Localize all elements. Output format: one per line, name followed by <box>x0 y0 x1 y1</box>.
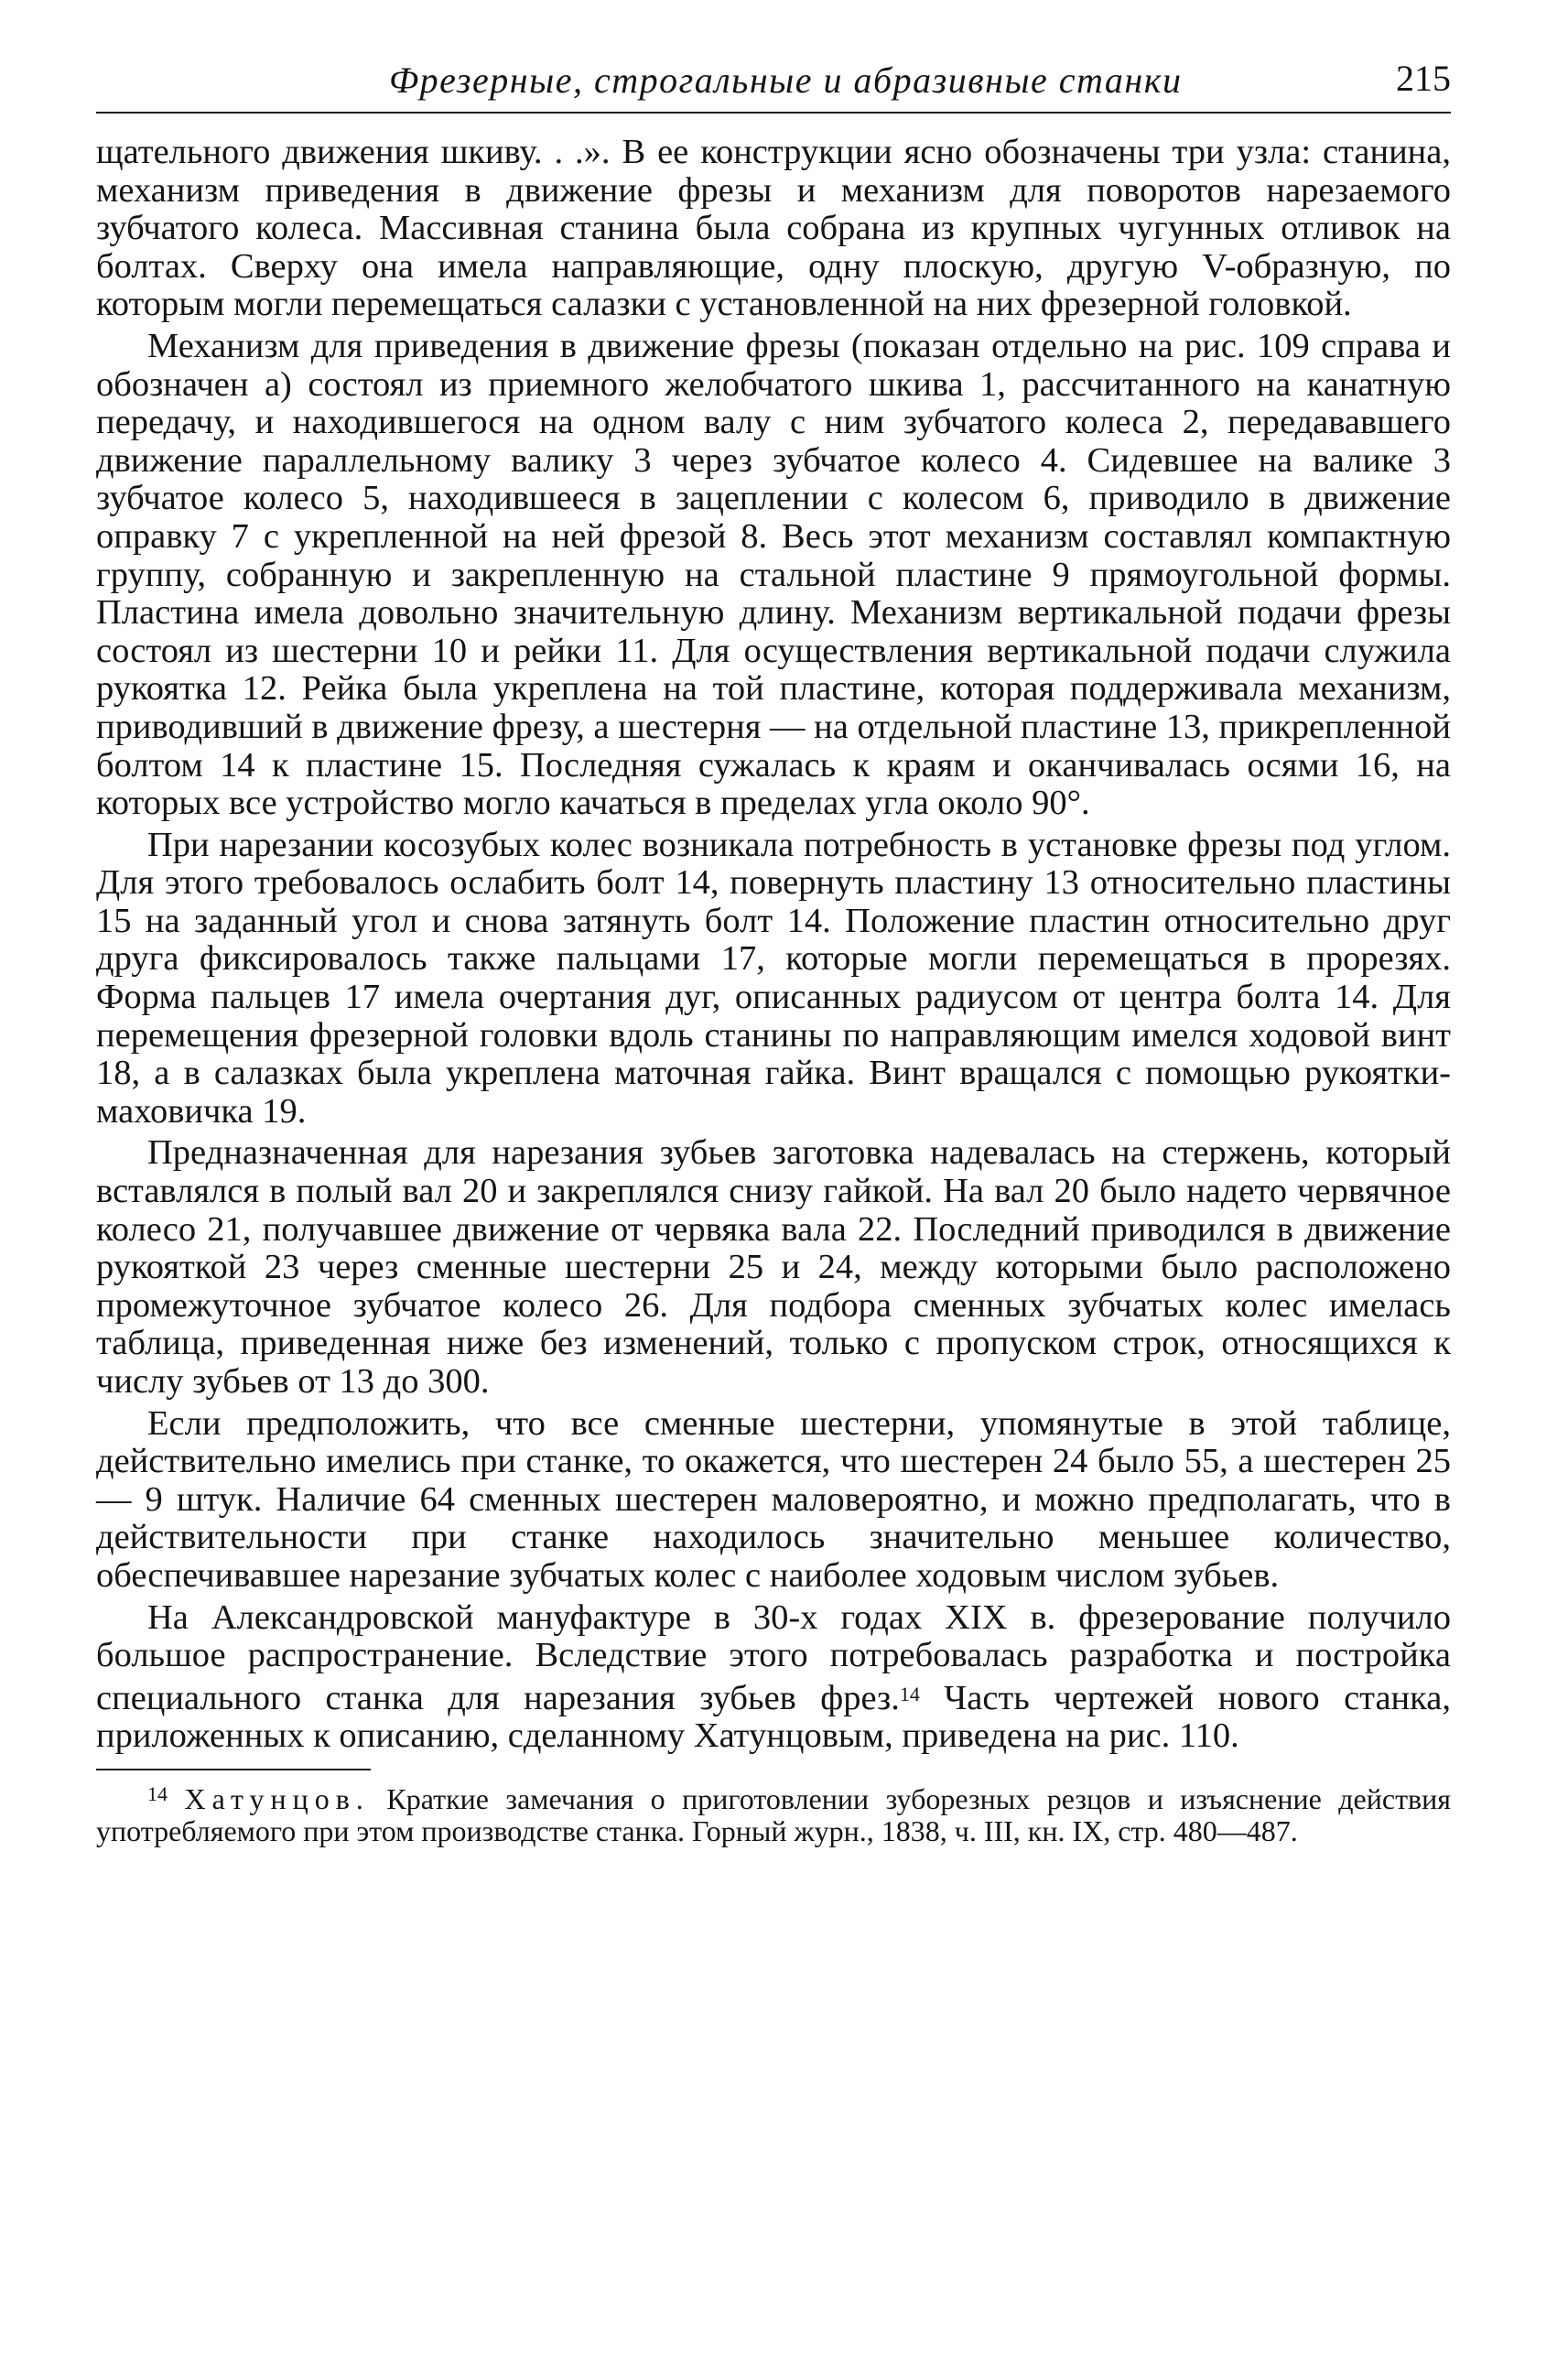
footnote <box>96 1778 1451 1847</box>
paragraph-change-gears: Если предположить, что все сменные шестерни, упомянутые в этой таблице, действительно имелись при станке, то окажется, что шестерен 24 было 55, а шестерен 25 — 9 штук. Наличие 64 сменных шестерен маловероятно, и можно предполагать, что в действительности при станке находилось значительно меньшее количество, обеспечивавшее нарезание зубчатых колес с наиболее ходовым числом зубьев. <box>96 1403 1451 1595</box>
footnote-text: Краткие замечания о приготовлении зуборезных резцов и изъяснение действия употребляемого при этом производстве станка. Горный журн., 1838, ч. III, кн. IX, стр. 480—487. <box>96 1781 1452 1847</box>
footnote-rule <box>96 1769 371 1770</box>
body-text <box>96 134 1451 1756</box>
running-header <box>96 55 1451 114</box>
paragraph-workpiece: Предназначенная для нарезания зубьев заготовка надевалась на стержень, который вставлялся в полый вал 20 и закреплялся снизу гайкой. На вал 20 было надето червячное колесо 21, получавшее движение от червяка вала 22. Последний приводился в движение рукояткой 23 через сменные шестерни 25 и 24, между которыми было расположено промежуточное зубчатое колесо 26. Для подбора сменных зубчатых колес имелась таблица, приведенная ниже без изменений, только с пропуском строк, относящихся к числу зубьев от 13 до 300. <box>96 1133 1451 1401</box>
paragraph-alexandrovsk-text: На Александровской мануфактуре в 30-х годах XIX в. фрезерование получило большое распространение. Вследствие этого потребовалась разработка и постройка специального станка для нарезания зубьев фрез. <box>96 1597 1451 1717</box>
paragraph-helical-gears: При нарезании косозубых колес возникала потребность в установке фрезы под углом. Для этого требовалось ослабить болт 14, повернуть пластину 13 относительно пластины 15 на заданный угол и снова затянуть болт 14. Положение пластин относительно друг друга фиксировалось также пальцами 17, которые могли перемещаться в прорезях. Форма пальцев 17 имела очертания дуг, описанных радиусом от центра болта 14. Для перемещения фрезерной головки вдоль станины по направляющим имелся ходовой винт 18, а в салазках была укреплена маточная гайка. Винт вращался с помощью рукоятки-маховичка 19. <box>96 825 1451 1131</box>
running-title: Фрезерные, строгальные и абразивные станки <box>389 60 1183 101</box>
footnotes <box>96 1769 1451 1847</box>
book-page <box>96 55 1451 2344</box>
page-number: 215 <box>1396 58 1451 99</box>
paragraph-alexandrovsk-tail: Часть чертежей нового станка, приложенных к описанию, сделанному Хатунцовым, приведена на рис. 110. <box>96 1678 1451 1756</box>
footnote-author: Хатунцов. <box>184 1781 370 1815</box>
paragraph-alexandrovsk <box>96 1599 1451 1756</box>
footnote-ref[interactable]: 14 <box>899 1682 920 1705</box>
paragraph-cutter-drive: Механизм для приведения в движение фрезы (показан отдельно на рис. 109 справа и обозначен а) состоял из приемного желобчатого шкива 1, рассчитанного на канатную передачу, и находившегося на одном валу с ним зубчатого колеса 2, передававшего движение параллельному валику 3 через зубчатое колесо 4. Сидевшее на валике 3 зубчатое колесо 5, находившееся в зацеплении с колесом 6, приводило в движение оправку 7 с укрепленной на ней фрезой 8. Весь этот механизм составлял компактную группу, собранную и закрепленную на стальной пластине 9 прямоугольной формы. Пластина имела довольно значительную длину. Механизм вертикальной подачи фрезы состоял из шестерни 10 и рейки 11. Для осуществления вертикальной подачи служила рукоятка 12. Рейка была укреплена на той пластине, которая поддерживала механизм, приводивший в движение фрезу, а шестерня — на отдельной пластине 13, прикрепленной болтом 14 к пластине 15. Последняя сужалась к краям и оканчивалась осями 16, на которых все устройство могло качаться в пределах угла около 90°. <box>96 326 1452 823</box>
paragraph-continued: щательного движения шкиву. . .». В ее конструкции ясно обозначены три узла: станина, механизм приведения в движение фрезы и механизм для поворотов нарезаемого зубчатого колеса. Массивная станина была собрана из крупных чугунных отливок на болтах. Сверху она имела направляющие, одну плоскую, другую V-образную, по которым могли перемещаться салазки с установленной на них фрезерной головкой. <box>96 133 1451 324</box>
footnote-marker: 14 <box>147 1781 168 1805</box>
